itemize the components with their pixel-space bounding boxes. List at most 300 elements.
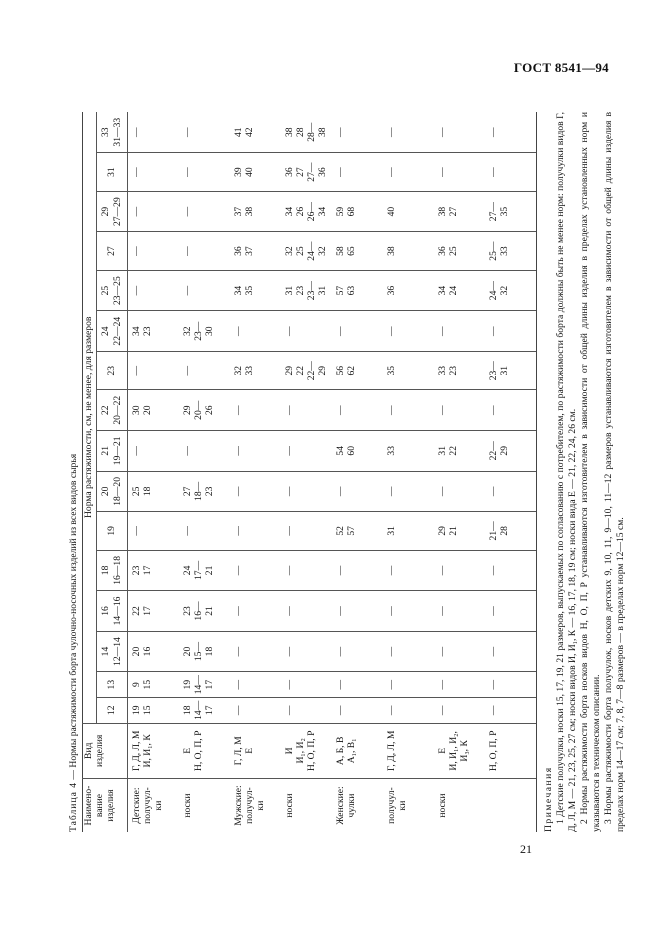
- value-line: —: [488, 167, 499, 177]
- value-line: 36: [317, 167, 328, 177]
- value-line: 14—: [193, 675, 204, 695]
- value-line: —: [335, 646, 346, 657]
- value-cell: [281, 112, 332, 153]
- value-cell: [332, 311, 383, 352]
- size-range: 23—25: [112, 276, 123, 306]
- value-line: —: [488, 705, 499, 716]
- value-line: —: [233, 486, 244, 497]
- row-name: [179, 779, 230, 832]
- value-line: —: [284, 646, 295, 657]
- table-caption: [66, 112, 82, 832]
- value-line: 62: [346, 365, 357, 376]
- row-name-line: получул-: [244, 787, 255, 824]
- col-header-kind-line: изделия: [94, 734, 105, 767]
- value-line: —: [233, 446, 244, 456]
- value-cell: [434, 270, 485, 311]
- row-kind-line: Г, Л, М: [233, 736, 244, 766]
- value-cell: [230, 390, 281, 431]
- value-line: 21: [204, 565, 215, 576]
- value-line: —: [131, 446, 142, 456]
- value-line: 23: [182, 606, 193, 616]
- value-line: —: [335, 486, 346, 497]
- value-line: 65: [346, 246, 357, 256]
- value-line: 27: [448, 206, 459, 217]
- value-line: —: [488, 606, 499, 616]
- value-cell: [383, 697, 434, 723]
- row-kind-line: Е: [437, 747, 448, 754]
- value-line: 23: [142, 326, 153, 336]
- value-cell: [332, 550, 383, 591]
- value-line: 32: [317, 246, 328, 256]
- value-cell: [230, 431, 281, 472]
- size-range: 12—14: [112, 637, 123, 666]
- value-line: 34: [233, 285, 244, 296]
- value-line: 27: [295, 167, 306, 177]
- value-line: 16—: [193, 601, 204, 621]
- value-line: 26—: [306, 202, 317, 222]
- value-cell: [383, 390, 434, 431]
- size-number: 27: [106, 246, 117, 256]
- value-line: 28: [499, 526, 510, 536]
- value-line: 37: [233, 206, 244, 217]
- value-cell: [485, 112, 537, 153]
- value-line: —: [284, 405, 295, 416]
- value-cell: [485, 471, 537, 512]
- value-line: 60: [346, 446, 357, 456]
- value-cell: [281, 471, 332, 512]
- row-name: [281, 779, 332, 832]
- value-line: 17: [142, 565, 153, 576]
- size-range: 22—24: [112, 316, 123, 346]
- value-line: 29: [317, 365, 328, 376]
- value-cell: [128, 232, 180, 270]
- value-cell: [230, 550, 281, 591]
- note-item: 3 Нормы растяжимости борта получулок, носков детских 9, 10, 11, 9—10, 11—12 размеров устанавливаются изготовителем в зависимости от общей длины изделия в пределах норм 14—17 см; 7, 8, 7—8 размеров — в пределах норм 12—15 см.: [603, 112, 626, 832]
- value-line: —: [182, 167, 193, 177]
- value-line: —: [386, 326, 397, 336]
- value-cell: [434, 351, 485, 389]
- value-cell: [332, 232, 383, 270]
- table-row: [383, 112, 434, 832]
- value-cell: [179, 232, 230, 270]
- size-header: [97, 270, 128, 311]
- value-line: —: [437, 405, 448, 416]
- size-header: [97, 431, 128, 472]
- value-cell: [383, 351, 434, 389]
- value-cell: [128, 153, 180, 191]
- row-kind-line: Е: [182, 747, 193, 754]
- value-cell: [434, 591, 485, 632]
- value-line: —: [182, 127, 193, 137]
- value-cell: [434, 232, 485, 270]
- size-header: [97, 697, 128, 723]
- value-line: 22: [131, 606, 142, 616]
- value-line: 36: [284, 167, 295, 177]
- value-line: 34: [437, 285, 448, 296]
- value-line: 17: [204, 679, 215, 690]
- value-cell: [434, 311, 485, 352]
- value-cell: [128, 591, 180, 632]
- size-header: [97, 351, 128, 389]
- value-line: 22: [448, 446, 459, 456]
- value-line: 38: [437, 206, 448, 217]
- size-range: 27—29: [112, 197, 123, 226]
- value-line: 24: [182, 565, 193, 576]
- value-line: 38: [284, 127, 295, 137]
- value-cell: [230, 351, 281, 389]
- value-cell: [434, 112, 485, 153]
- value-line: 35: [386, 365, 397, 376]
- value-line: 32: [499, 285, 510, 296]
- row-name-line: Мужские:: [233, 785, 244, 826]
- value-line: 28—: [306, 122, 317, 142]
- row-name: [332, 779, 383, 832]
- value-line: 23: [295, 285, 306, 296]
- value-cell: [179, 153, 230, 191]
- notes: [543, 112, 627, 832]
- value-line: —: [335, 705, 346, 716]
- row-kind: [179, 723, 230, 779]
- size-header: [97, 471, 128, 512]
- size-range: 16—18: [112, 556, 123, 585]
- row-name: [230, 779, 281, 832]
- value-cell: [281, 351, 332, 389]
- value-line: 36: [437, 246, 448, 256]
- value-cell: [179, 311, 230, 352]
- value-line: —: [284, 705, 295, 716]
- value-line: 33: [386, 446, 397, 456]
- value-cell: [128, 512, 180, 550]
- size-header: [97, 550, 128, 591]
- value-cell: [281, 672, 332, 698]
- size-header: [97, 311, 128, 352]
- row-kind-line: И₃, К: [459, 740, 470, 762]
- table-row: [128, 112, 180, 832]
- value-line: 29: [437, 526, 448, 536]
- row-kind: [383, 723, 434, 779]
- value-line: —: [386, 565, 397, 576]
- value-line: 17: [142, 606, 153, 616]
- value-cell: [281, 550, 332, 591]
- value-line: 18: [142, 486, 153, 497]
- value-cell: [128, 351, 180, 389]
- row-kind: [281, 723, 332, 779]
- value-line: 25: [131, 486, 142, 497]
- row-name-line: носки: [437, 793, 448, 818]
- value-cell: [179, 270, 230, 311]
- value-cell: [128, 112, 180, 153]
- value-line: 35: [244, 285, 255, 296]
- value-cell: [179, 697, 230, 723]
- value-cell: [179, 550, 230, 591]
- value-cell: [281, 153, 332, 191]
- value-cell: [230, 631, 281, 672]
- notes-title: Примечания: [543, 766, 554, 832]
- value-line: —: [335, 606, 346, 616]
- col-header-name: [83, 779, 128, 832]
- value-line: —: [182, 246, 193, 256]
- value-line: —: [284, 679, 295, 690]
- value-line: —: [335, 679, 346, 690]
- value-line: 15: [142, 705, 153, 716]
- row-kind-line: И, И₁, И₂,: [448, 731, 459, 771]
- row-name: [128, 779, 180, 832]
- row-name: [383, 779, 434, 832]
- value-cell: [485, 512, 537, 550]
- value-cell: [332, 112, 383, 153]
- value-line: —: [335, 565, 346, 576]
- size-range: 20—22: [112, 395, 123, 425]
- value-line: 26: [204, 405, 215, 416]
- value-cell: [230, 471, 281, 512]
- value-line: 21: [204, 606, 215, 616]
- row-kind-line: Е: [244, 747, 255, 754]
- value-line: 28: [295, 127, 306, 137]
- value-line: 52: [335, 526, 346, 536]
- value-line: 27—: [306, 162, 317, 182]
- value-line: 33: [244, 365, 255, 376]
- value-line: —: [386, 705, 397, 716]
- value-line: —: [437, 127, 448, 137]
- value-line: —: [386, 606, 397, 616]
- value-line: 29: [499, 446, 510, 456]
- row-kind-line: Н, О, П, Р: [306, 730, 317, 772]
- value-line: 24—: [306, 241, 317, 261]
- value-line: 26: [295, 206, 306, 217]
- value-line: 9: [131, 682, 142, 688]
- value-cell: [128, 311, 180, 352]
- value-cell: [230, 311, 281, 352]
- value-line: —: [488, 565, 499, 576]
- value-line: 40: [244, 167, 255, 177]
- value-line: —: [131, 206, 142, 217]
- value-cell: [281, 697, 332, 723]
- value-line: 15: [142, 679, 153, 690]
- value-line: 29: [284, 365, 295, 376]
- row-kind-line: И, И₁, К: [142, 734, 153, 768]
- value-line: 31: [386, 526, 397, 536]
- value-line: —: [284, 486, 295, 497]
- value-cell: [128, 431, 180, 472]
- value-cell: [383, 672, 434, 698]
- row-name-line: получул-: [142, 787, 153, 824]
- value-line: 27—: [488, 202, 499, 222]
- value-cell: [485, 591, 537, 632]
- value-cell: [281, 270, 332, 311]
- row-kind: [332, 723, 383, 779]
- value-line: 36: [386, 285, 397, 296]
- table-caption-text: — Нормы растяжимости борта чулочно-носочных изделий из всех видов сырья: [68, 453, 79, 782]
- value-line: 14—: [193, 700, 204, 720]
- value-line: —: [284, 565, 295, 576]
- table-row: [485, 112, 537, 832]
- value-cell: [485, 351, 537, 389]
- value-line: —: [182, 285, 193, 296]
- value-line: —: [233, 526, 244, 536]
- col-header-name-line: Наимено-: [83, 785, 94, 826]
- value-line: —: [488, 679, 499, 690]
- value-line: —: [284, 326, 295, 336]
- value-cell: [128, 631, 180, 672]
- value-line: 20: [131, 646, 142, 657]
- col-header-kind-line: Вид: [83, 742, 94, 760]
- value-line: 40: [386, 206, 397, 217]
- value-cell: [332, 153, 383, 191]
- size-range: 14—16: [112, 596, 123, 626]
- value-cell: [128, 550, 180, 591]
- value-line: —: [335, 405, 346, 416]
- value-cell: [485, 191, 537, 232]
- value-line: 15—: [193, 641, 204, 662]
- value-cell: [230, 672, 281, 698]
- value-line: 22—: [306, 361, 317, 381]
- value-line: 63: [346, 285, 357, 296]
- value-cell: [179, 390, 230, 431]
- value-line: 41: [233, 127, 244, 137]
- value-line: —: [386, 167, 397, 177]
- value-line: 23—: [306, 281, 317, 301]
- size-number: 16: [100, 606, 111, 616]
- table-caption-label: Таблица 4: [68, 781, 79, 832]
- col-header-name-line: вание: [94, 793, 105, 818]
- table-row: [230, 112, 281, 832]
- value-line: 31: [317, 285, 328, 296]
- value-cell: [485, 270, 537, 311]
- row-kind-line: А₁, В₁: [346, 738, 357, 764]
- size-number: 33: [100, 127, 111, 137]
- value-cell: [383, 512, 434, 550]
- size-header: [97, 232, 128, 270]
- value-line: —: [131, 365, 142, 376]
- size-number: 22: [100, 405, 111, 416]
- value-cell: [179, 591, 230, 632]
- value-line: 24—: [488, 281, 499, 301]
- value-line: 57: [335, 285, 346, 296]
- value-line: —: [335, 167, 346, 177]
- row-kind-line: Г, Д, Л, М: [131, 730, 142, 772]
- size-header: [97, 390, 128, 431]
- value-line: 17: [204, 705, 215, 716]
- value-cell: [281, 232, 332, 270]
- value-line: —: [284, 606, 295, 616]
- value-line: 17—: [193, 560, 204, 580]
- row-kind-line: И₁, И₂: [295, 738, 306, 764]
- value-line: —: [233, 646, 244, 657]
- size-range: 18—20: [112, 476, 123, 506]
- value-line: 31: [284, 285, 295, 296]
- value-line: —: [437, 326, 448, 336]
- value-cell: [179, 351, 230, 389]
- value-cell: [179, 631, 230, 672]
- size-number: 31: [106, 167, 117, 177]
- size-header: [97, 153, 128, 191]
- row-kind: [434, 723, 485, 779]
- value-line: —: [233, 565, 244, 576]
- value-cell: [383, 270, 434, 311]
- value-cell: [230, 512, 281, 550]
- size-number: 20: [100, 486, 111, 497]
- value-line: 29: [182, 405, 193, 416]
- value-line: 33: [437, 365, 448, 376]
- size-number: 29: [100, 206, 111, 217]
- value-line: 68: [346, 206, 357, 217]
- value-cell: [332, 631, 383, 672]
- value-cell: [281, 631, 332, 672]
- value-cell: [332, 471, 383, 512]
- value-line: —: [488, 646, 499, 657]
- value-cell: [332, 431, 383, 472]
- value-cell: [383, 631, 434, 672]
- row-kind: [485, 723, 537, 779]
- value-line: 22—: [488, 441, 499, 461]
- value-line: —: [488, 326, 499, 336]
- value-line: 21: [448, 526, 459, 536]
- value-line: —: [284, 446, 295, 456]
- size-header: [97, 191, 128, 232]
- value-line: —: [437, 679, 448, 690]
- value-line: —: [386, 486, 397, 497]
- value-cell: [128, 697, 180, 723]
- value-cell: [485, 153, 537, 191]
- value-cell: [179, 191, 230, 232]
- value-line: —: [233, 326, 244, 336]
- value-cell: [434, 672, 485, 698]
- value-line: —: [488, 486, 499, 497]
- value-line: 36: [233, 246, 244, 256]
- table-row: [434, 112, 485, 832]
- value-cell: [434, 550, 485, 591]
- value-line: —: [437, 606, 448, 616]
- value-cell: [281, 512, 332, 550]
- value-cell: [230, 270, 281, 311]
- value-cell: [230, 697, 281, 723]
- value-line: 18—: [193, 481, 204, 501]
- value-line: 31: [437, 446, 448, 456]
- row-name: [434, 779, 485, 832]
- value-cell: [485, 390, 537, 431]
- value-line: —: [386, 679, 397, 690]
- value-line: —: [182, 446, 193, 456]
- value-line: —: [284, 526, 295, 536]
- value-cell: [332, 672, 383, 698]
- value-cell: [179, 672, 230, 698]
- row-kind-line: А, Б, В: [335, 736, 346, 766]
- value-line: 32: [233, 365, 244, 376]
- value-line: 18: [182, 705, 193, 716]
- gost-header: ГОСТ 8541—94: [513, 60, 609, 75]
- value-cell: [230, 112, 281, 153]
- value-cell: [332, 697, 383, 723]
- value-cell: [281, 390, 332, 431]
- row-name-line: Детские:: [131, 787, 142, 824]
- value-line: 34: [131, 326, 142, 336]
- size-number: 25: [100, 285, 111, 296]
- table-row: [179, 112, 230, 832]
- row-kind: [230, 723, 281, 779]
- value-line: 25—: [488, 241, 499, 261]
- size-number: 14: [100, 646, 111, 657]
- row-name-line: носки: [182, 793, 193, 818]
- value-line: —: [131, 246, 142, 256]
- value-line: 37: [244, 246, 255, 256]
- size-number: 19: [106, 526, 117, 536]
- value-line: —: [437, 486, 448, 497]
- value-line: 59: [335, 206, 346, 217]
- value-cell: [434, 471, 485, 512]
- value-cell: [128, 191, 180, 232]
- value-line: —: [386, 127, 397, 137]
- value-line: 19: [182, 679, 193, 690]
